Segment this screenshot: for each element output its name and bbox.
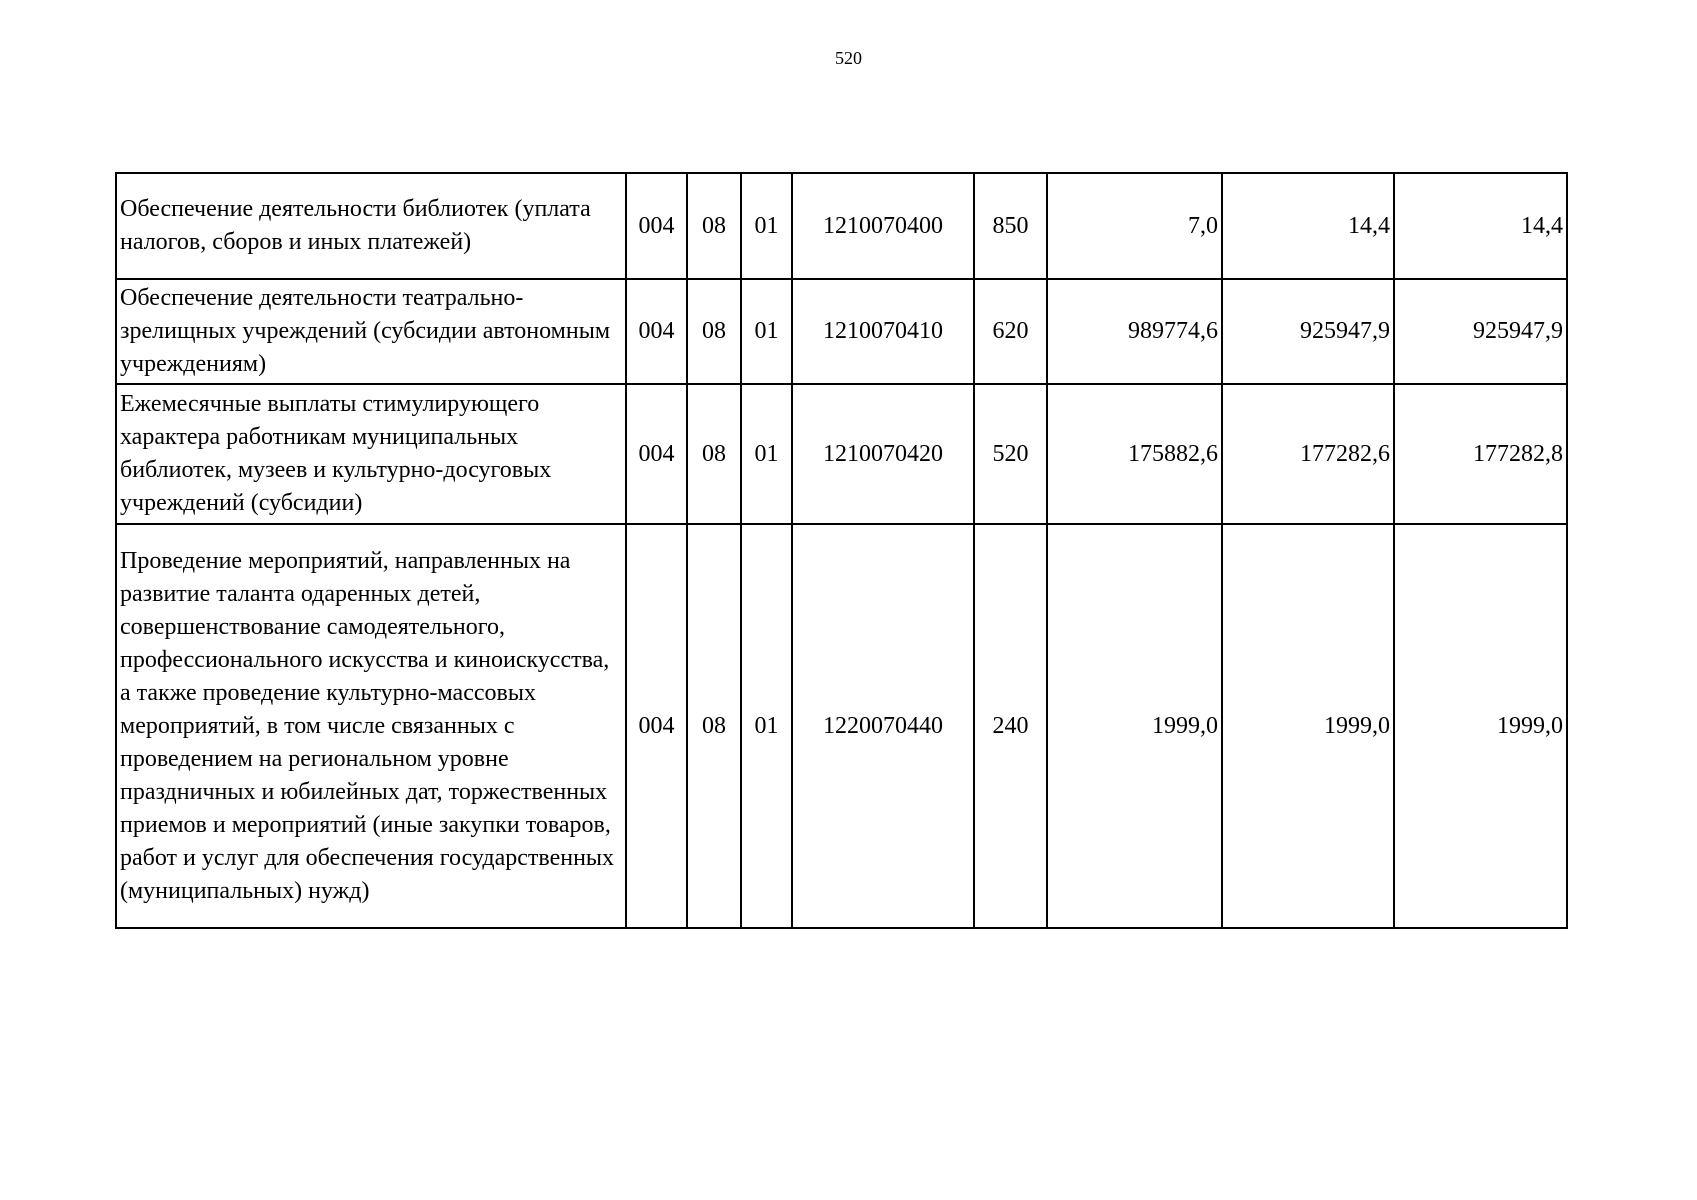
amount-2: 177282,6 [1222, 384, 1394, 524]
ministry-code: 004 [626, 173, 687, 279]
amount-3: 925947,9 [1394, 279, 1567, 384]
target-article-code: 1220070440 [792, 524, 974, 928]
amount-3: 177282,8 [1394, 384, 1567, 524]
section-code: 08 [687, 279, 741, 384]
row-description: Обеспечение деятельности театрально-зрелищных учреждений (субсидии автономным учреждениям) [116, 279, 626, 384]
target-article-code: 1210070420 [792, 384, 974, 524]
row-description: Обеспечение деятельности библиотек (уплата налогов, сборов и иных платежей) [116, 173, 626, 279]
expense-type-code: 520 [974, 384, 1047, 524]
amount-1: 7,0 [1047, 173, 1222, 279]
amount-2: 925947,9 [1222, 279, 1394, 384]
ministry-code: 004 [626, 279, 687, 384]
target-article-code: 1210070400 [792, 173, 974, 279]
subsection-code: 01 [741, 279, 792, 384]
amount-2: 1999,0 [1222, 524, 1394, 928]
budget-table [115, 172, 1568, 929]
subsection-code: 01 [741, 384, 792, 524]
amount-2: 14,4 [1222, 173, 1394, 279]
subsection-code: 01 [741, 524, 792, 928]
amount-1: 989774,6 [1047, 279, 1222, 384]
amount-3: 14,4 [1394, 173, 1567, 279]
table-row [116, 173, 1567, 279]
table-row [116, 384, 1567, 524]
amount-1: 175882,6 [1047, 384, 1222, 524]
section-code: 08 [687, 524, 741, 928]
expense-type-code: 850 [974, 173, 1047, 279]
expense-type-code: 620 [974, 279, 1047, 384]
section-code: 08 [687, 173, 741, 279]
table-row [116, 279, 1567, 384]
amount-1: 1999,0 [1047, 524, 1222, 928]
target-article-code: 1210070410 [792, 279, 974, 384]
subsection-code: 01 [741, 173, 792, 279]
section-code: 08 [687, 384, 741, 524]
ministry-code: 004 [626, 384, 687, 524]
row-description: Проведение мероприятий, направленных на развитие таланта одаренных детей, совершенствование самодеятельного, профессионального искусства и киноискусства, а также проведение культурно-массовых мероприятий, в том числе связанных с проведением на региональном уровне праздничных и юбилейных дат, торжественных приемов и мероприятий (иные закупки товаров, работ и услуг для обеспечения государственных (муниципальных) нужд) [116, 524, 626, 928]
page-number: 520 [835, 48, 862, 68]
amount-3: 1999,0 [1394, 524, 1567, 928]
row-description: Ежемесячные выплаты стимулирующего характера работникам муниципальных библиотек, музеев и культурно-досуговых учреждений (субсидии) [116, 384, 626, 524]
table-row [116, 524, 1567, 928]
ministry-code: 004 [626, 524, 687, 928]
expense-type-code: 240 [974, 524, 1047, 928]
